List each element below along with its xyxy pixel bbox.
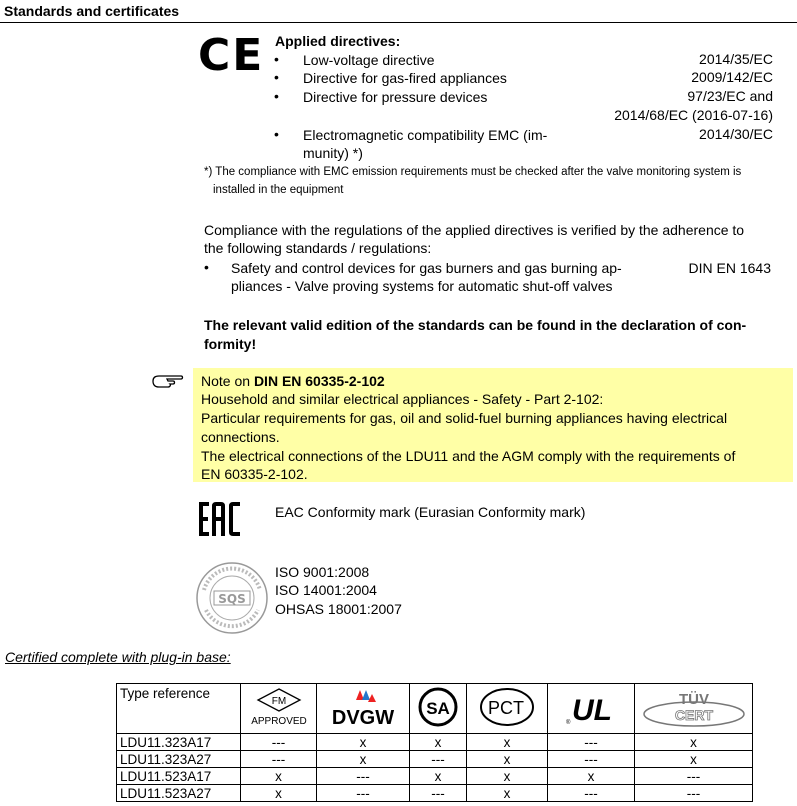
svg-text:DVGW: DVGW (331, 707, 395, 728)
cert-cell: x (317, 734, 410, 751)
cert-cell: --- (410, 751, 467, 768)
cert-cell: x (467, 751, 548, 768)
title-divider (0, 22, 797, 23)
edition-note: The relevant valid edition of the standards can be found in the declaration of con- (204, 317, 747, 333)
compliance-text: Compliance with the regulations of the applied directives is verified by the adherence to (204, 222, 745, 238)
svg-text:SQS: SQS (218, 592, 246, 606)
svg-text:FM: FM (271, 696, 286, 707)
type-reference-cell: LDU11.523A17 (117, 768, 241, 785)
directive-label: Low-voltage directive (303, 52, 435, 68)
cert-cell: x (317, 751, 410, 768)
bullet-icon: • (274, 126, 279, 142)
cert-cell: --- (410, 785, 467, 802)
table-row (117, 751, 753, 768)
cert-cell: x (635, 751, 753, 768)
directive-ref: 2014/30/EC (699, 126, 773, 142)
table-row (117, 768, 753, 785)
cert-cell: x (410, 768, 467, 785)
csa-logo-icon (410, 684, 467, 734)
type-reference-cell: LDU11.523A27 (117, 785, 241, 802)
cert-cell: x (467, 785, 548, 802)
cert-cell: --- (548, 751, 635, 768)
type-reference-header: Type reference (117, 684, 241, 734)
cert-cell: --- (548, 785, 635, 802)
bullet-icon: • (204, 259, 209, 275)
dvgw-logo-icon (317, 684, 410, 734)
cert-cell: x (410, 734, 467, 751)
table-header-row (117, 684, 753, 734)
note-title: Note on DIN EN 60335-2-102 (201, 373, 385, 389)
cert-cell: --- (548, 734, 635, 751)
type-reference-cell: LDU11.323A17 (117, 734, 241, 751)
directive-label: Directive for gas-fired appliances (303, 70, 507, 86)
pointing-hand-icon (151, 372, 185, 390)
ul-logo-icon (548, 684, 635, 734)
eac-text: EAC Conformity mark (Eurasian Conformity mark) (275, 504, 586, 520)
section-title: Standards and certificates (4, 3, 180, 19)
standard-label: pliances - Valve proving systems for automatic shut-off valves (231, 278, 613, 294)
directive-ref: 97/23/EC and (687, 88, 773, 104)
certified-heading: Certified complete with plug-in base: (5, 649, 231, 665)
svg-text:®: ® (566, 720, 571, 726)
bullet-icon: • (274, 51, 279, 67)
note-text: Household and similar electrical appliances - Safety - Part 2-102: (201, 391, 604, 407)
cert-cell: --- (241, 734, 317, 751)
cert-cell: --- (635, 785, 753, 802)
cert-cell: x (241, 768, 317, 785)
cert-cell: x (548, 768, 635, 785)
svg-text:CERT: CERT (674, 707, 713, 723)
iso-line: ISO 14001:2004 (275, 582, 377, 598)
cert-cell: --- (241, 751, 317, 768)
directives-heading: Applied directives: (275, 33, 401, 49)
standard-label: Safety and control devices for gas burners and gas burning ap- (231, 260, 622, 276)
table-row (117, 785, 753, 802)
note-text: connections. (201, 429, 280, 445)
standard-ref: DIN EN 1643 (688, 260, 771, 276)
svg-text:PCT: PCT (488, 698, 524, 718)
directive-label: Directive for pressure devices (303, 89, 488, 105)
eac-logo-icon (197, 500, 243, 538)
note-text: The electrical connections of the LDU11 and the AGM comply with the requirements of (201, 448, 736, 464)
cert-cell: x (467, 734, 548, 751)
tuv-cert-logo-icon (635, 684, 753, 734)
gost-pct-logo-icon (467, 684, 548, 734)
directive-ref: 2014/68/EC (2016-07-16) (614, 107, 773, 123)
cert-cell: x (635, 734, 753, 751)
svg-text:APPROVED: APPROVED (250, 716, 307, 727)
ce-mark-icon: CE (198, 30, 265, 81)
bullet-icon: • (274, 69, 279, 85)
footnote: installed in the equipment (213, 184, 344, 196)
fm-approved-logo-icon (241, 684, 317, 734)
cert-cell: x (241, 785, 317, 802)
directive-label: Electromagnetic compatibility EMC (im- (303, 127, 548, 143)
bullet-icon: • (274, 88, 279, 104)
directive-ref: 2014/35/EC (699, 51, 773, 67)
svg-text:TÜV: TÜV (678, 691, 709, 708)
footnote: *) The compliance with EMC emission requirements must be checked after the valve monitoring system is (204, 166, 742, 178)
type-reference-cell: LDU11.323A27 (117, 751, 241, 768)
certification-table (116, 683, 753, 802)
table-row (117, 734, 753, 751)
note-text: EN 60335-2-102. (201, 466, 308, 482)
edition-note: formity! (204, 336, 257, 352)
compliance-text: the following standards / regulations: (204, 240, 432, 256)
iso-line: OHSAS 18001:2007 (275, 601, 402, 617)
cert-cell: --- (317, 785, 410, 802)
sqs-certification-icon (194, 560, 270, 636)
iso-line: ISO 9001:2008 (275, 564, 370, 580)
directive-ref: 2009/142/EC (691, 69, 773, 85)
directive-label: munity) *) (303, 145, 363, 161)
cert-cell: --- (317, 768, 410, 785)
svg-text:SA: SA (426, 699, 450, 718)
note-text: Particular requirements for gas, oil and solid-fuel burning appliances having electrical (201, 410, 728, 426)
cert-cell: x (467, 768, 548, 785)
svg-text:UL: UL (572, 694, 612, 727)
cert-cell: --- (635, 768, 753, 785)
